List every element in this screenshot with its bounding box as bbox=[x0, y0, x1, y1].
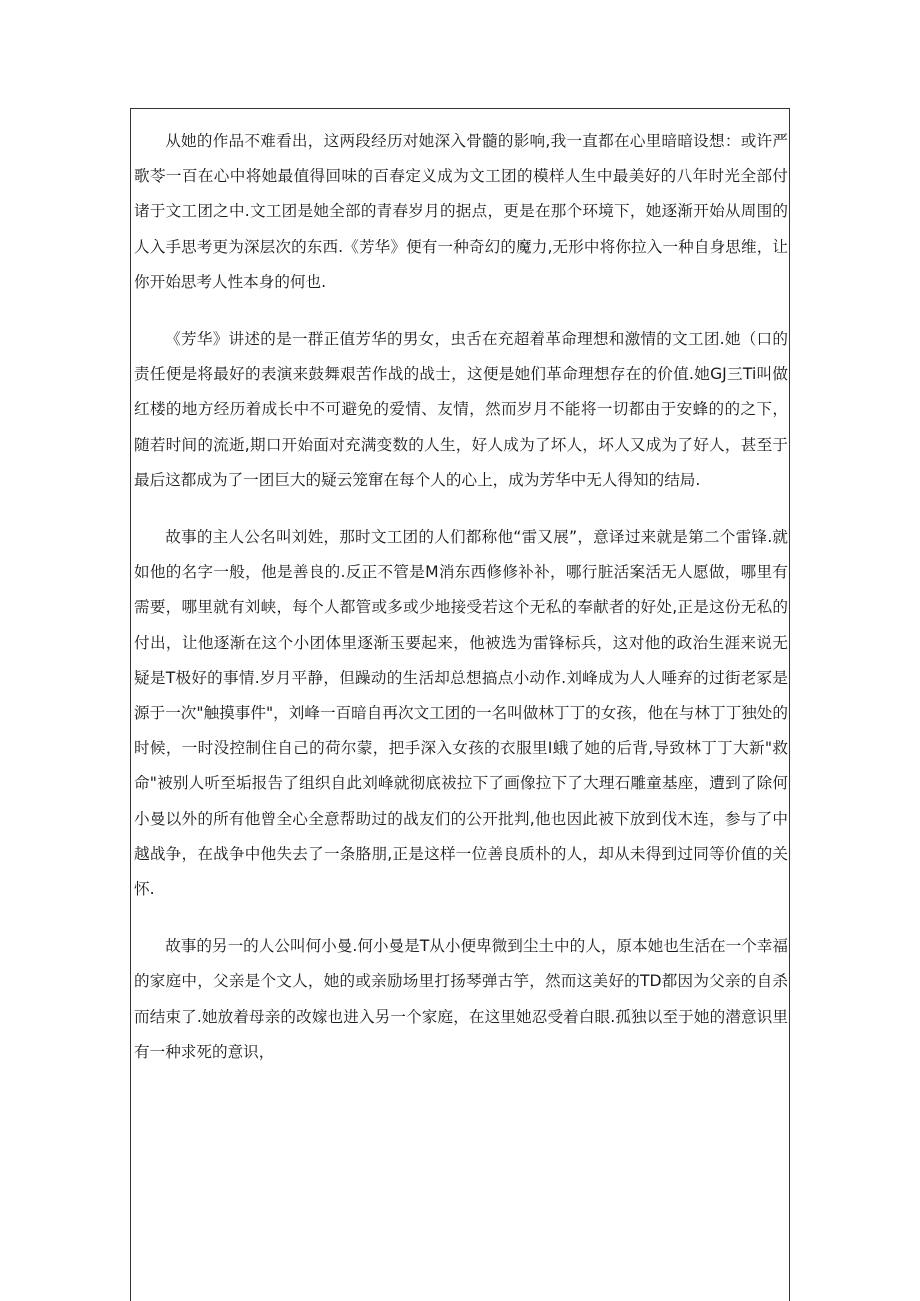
paragraph-2: 《芳华》讲述的是一群正值芳华的男女，虫舌在充超着革命理想和激情的文工团.她（口的责任便是将最好的表演来鼓舞艰苦作战的战士，这便是她们革命理想存在的价值.她GJ三Ti叫做红楼的地方经历着成长中不可避免的爱情、友情，然而岁月不能将一切都由于安蜂的的之下，随若时间的流逝,期口开始面对充满变数的人生，好人成为了坏人，坏人又成为了好人，甚至于最后这都成为了一团巨大的疑云笼窜在每个人的心上，成为芳华中无人得知的结局. bbox=[134, 330, 788, 489]
paragraph-3: 故事的主人公名叫刘姓，那时文工团的人们都称他“雷又展”，意译过来就是第二个雷锋.就如他的名字一般，他是善良的.反正不管是M消东西修修补补，哪行脏活案活无人愿做，哪里有需要，哪里就有刘峡，每个人都管或多或少地接受若这个无私的奉献者的好处,正是这份无私的付出，让他逐渐在这个小团体里逐渐玉要起来，他被选为雷锋标兵，这对他的政治生涯来说无疑是T极好的事情.岁月平静，但躁动的生活却总想搞点小动作.刘峰成为人人唾弃的过街老冢是源于一次"触摸事件"，刘峰一百暗自再次文工团的一名叫做林丁丁的女孩，他在与林丁丁独处的时候，一时没控制住自己的荷尔蒙，把手深入女孩的衣服里I蛾了她的后背,导致林丁丁大新"救命"被别人听至垢报告了组织自此刘峰就彻底祓拉下了画像拉下了大理石雕童基座，遭到了除何小曼以外的所有他曾全心全意帮助过的战友们的公开批判,他也因此被下放到伐木连，参与了中越战争，在战争中他失去了一条胳朋,正是这样一位善良质朴的人，却从未得到过同等价值的关怀. bbox=[134, 528, 788, 899]
paragraph-1: 从她的作品不难看出，这两段经历对她深入骨髓的影响,我一直都在心里暗暗设想：或许严歌苓一百在心中将她最值得回味的百春定义成为文工团的模样人生中最美好的八年时光全部付诸于文工团之中.文工团是她全部的青春岁月的据点，更是在那个环境下，她逐渐开始从周围的人入手思考更为深层次的东西.《芳华》便有一种奇幻的魔力,无形中将你拉入一种自身思维，让你开始思考人性本身的何也. bbox=[134, 132, 788, 291]
document-body bbox=[134, 124, 788, 1070]
paragraph-4: 故事的另一的人公叫何小曼.何小曼是T从小便卑微到尘土中的人，原本她也生活在一个幸福的家庭中，父亲是个文人，她的或亲励场里打扬琴弹古竽，然而这美好的TD都因为父亲的自杀而结束了.她放着母亲的改嫁也进入另一个家庭，在这里她忍受着白眼.孤独以至于她的潜意识里有一种求死的意识， bbox=[134, 937, 788, 1061]
